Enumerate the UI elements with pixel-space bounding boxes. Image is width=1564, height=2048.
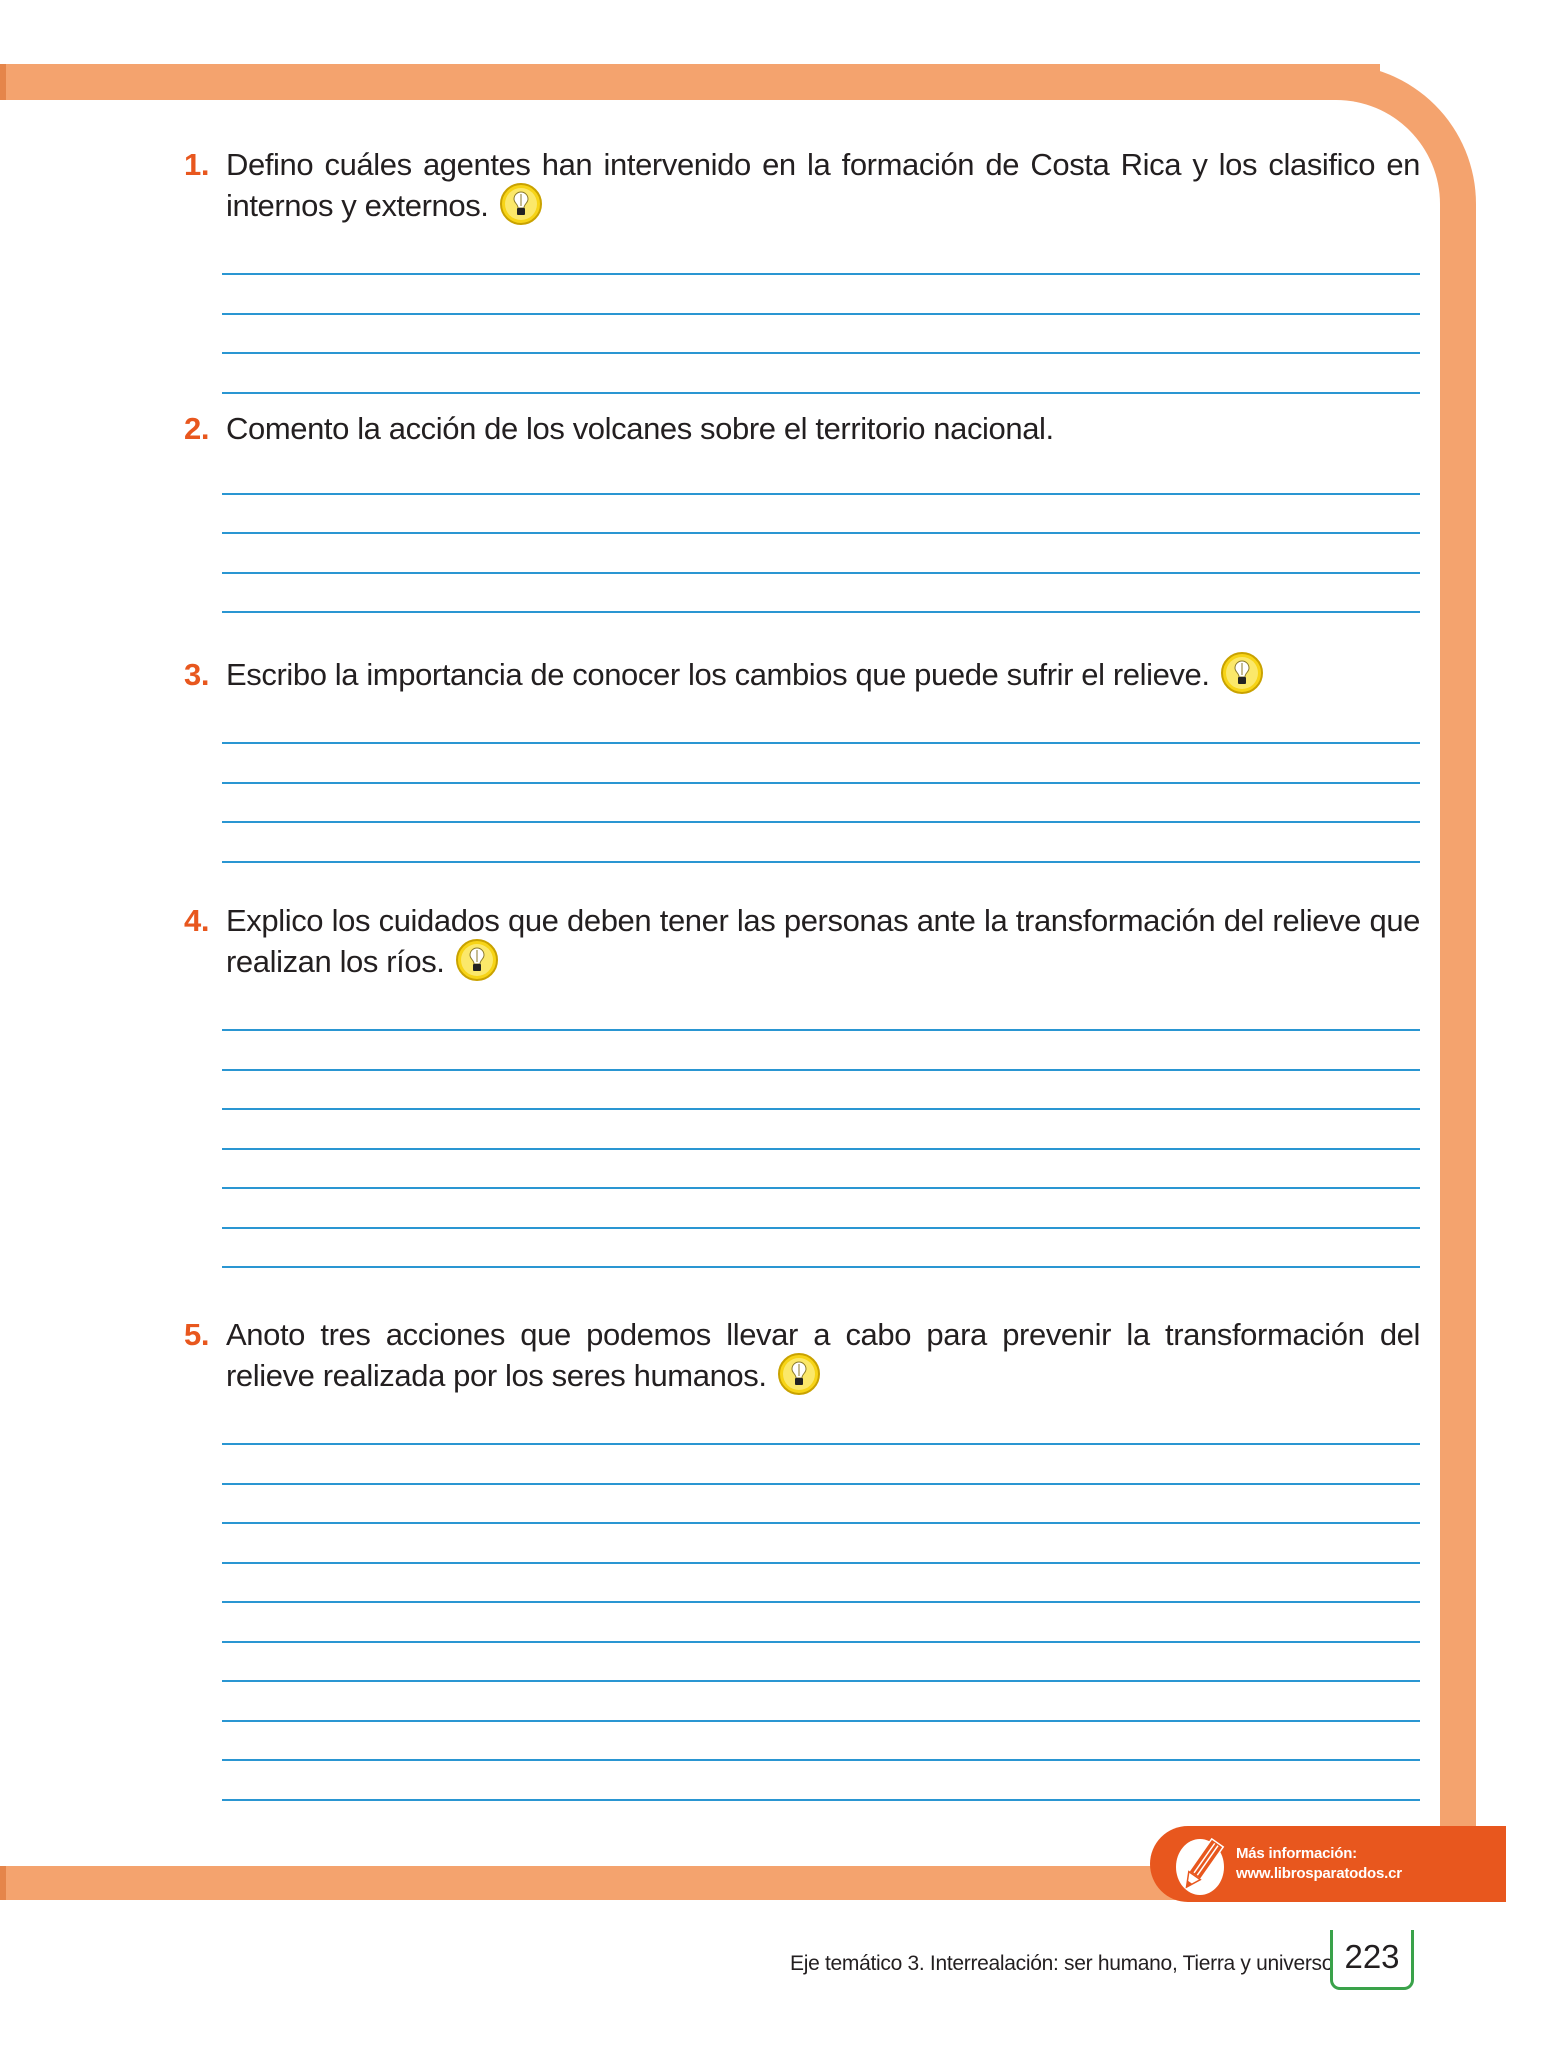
answer-line[interactable] [222,1445,1420,1485]
question-3 [184,654,1420,863]
answer-line[interactable] [222,744,1420,784]
answer-line[interactable] [222,1524,1420,1564]
answer-line[interactable] [222,495,1420,535]
question-text: Escribo la importancia de conocer los cambios que puede sufrir el relieve. [226,657,1210,692]
question-number: 3. [184,657,210,692]
question-2 [184,408,1420,613]
frame-right-bar [1440,238,1476,1828]
question-text: Anoto tres acciones que podemos llevar a cabo para prevenir la transformación del relieve realizada por los seres humanos. [226,1317,1420,1393]
answer-line[interactable] [222,275,1420,315]
answer-line[interactable] [222,1564,1420,1604]
frame-top-bar [0,64,1380,100]
answer-lines[interactable] [222,236,1420,394]
answer-line[interactable] [222,1603,1420,1643]
answer-line[interactable] [222,992,1420,1032]
answer-lines[interactable] [222,992,1420,1269]
question-text: Comento la acción de los volcanes sobre el territorio nacional. [226,411,1054,446]
answer-line[interactable] [222,705,1420,745]
answer-line[interactable] [222,315,1420,355]
answer-line[interactable] [222,1643,1420,1683]
lightbulb-icon [777,1352,821,1396]
answer-line[interactable] [222,574,1420,614]
answer-line[interactable] [222,1485,1420,1525]
answer-line[interactable] [222,354,1420,394]
page-number: 223 [1344,1938,1400,1975]
more-info-label: Más información: [1236,1845,1357,1862]
question-5 [184,1314,1420,1801]
answer-line[interactable] [222,1150,1420,1190]
answer-line[interactable] [222,1110,1420,1150]
answer-line[interactable] [222,1229,1420,1269]
lightbulb-icon [455,938,499,982]
question-text: Defino cuáles agentes han intervenido en la formación de Costa Rica y los clasifico en internos y externos. [226,147,1420,223]
answer-lines[interactable] [222,1406,1420,1801]
answer-line[interactable] [222,1406,1420,1446]
answer-line[interactable] [222,1031,1420,1071]
answer-line[interactable] [222,534,1420,574]
lightbulb-icon [499,182,543,226]
footer-section-title: Eje temático 3. Interrealación: ser humano, Tierra y universo [790,1952,1334,1975]
answer-lines[interactable] [222,455,1420,613]
answer-line[interactable] [222,1722,1420,1762]
question-number: 4. [184,903,210,938]
answer-line[interactable] [222,823,1420,863]
frame-bottom-bar [0,1866,1180,1900]
answer-line[interactable] [222,1682,1420,1722]
answer-lines[interactable] [222,705,1420,863]
question-1 [184,144,1420,394]
question-number: 1. [184,147,210,182]
answer-line[interactable] [222,455,1420,495]
answer-line[interactable] [222,1761,1420,1801]
answer-line[interactable] [222,1189,1420,1229]
more-info-url[interactable]: www.librosparatodos.cr [1236,1865,1402,1882]
more-info-badge[interactable] [1150,1826,1506,1902]
answer-line[interactable] [222,1071,1420,1111]
question-4 [184,900,1420,1268]
question-number: 2. [184,411,210,446]
answer-line[interactable] [222,236,1420,276]
pencil-icon [1176,1834,1228,1896]
lightbulb-icon [1220,651,1264,695]
question-text: Explico los cuidados que deben tener las personas ante la transformación del relieve que realizan los ríos. [226,903,1420,979]
question-number: 5. [184,1317,210,1352]
page-number-box [1330,1930,1414,1990]
answer-line[interactable] [222,784,1420,824]
